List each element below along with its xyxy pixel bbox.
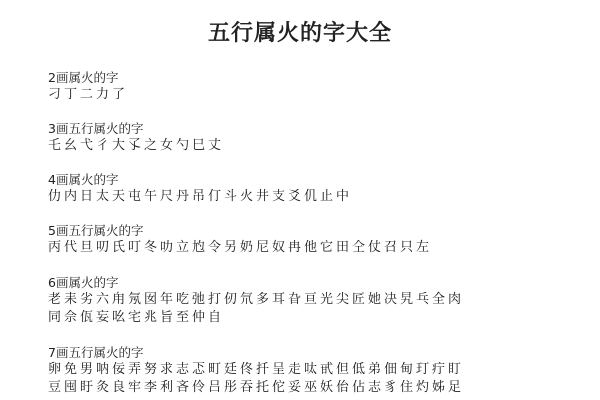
character-line: 豆囤盱灸良牢李利吝伶吕彤吞托佗妥巫妖佁佔志豸住灼姊足 [48,380,465,395]
section-heading: 3画五行属火的字 [48,121,144,136]
character-line: 乇幺弋彳大孓之女勺巳丈 [48,138,225,153]
character-line: 丙代旦叨氏叮冬叻立尥令另奶尼奴冉他它田仝仗召只左 [48,240,433,255]
section-3-strokes [48,121,588,155]
character-line: 刁丁二力了 [48,87,129,102]
section-2-strokes [48,70,588,104]
character-line: 卵免男呐佞弄努求志忑町廷佟扦呈走呔甙但低弟佃甸玎疔盯 [48,362,465,377]
section-heading: 4画属火的字 [48,172,119,187]
section-heading: 6画属火的字 [48,275,119,290]
section-6-strokes [48,275,588,327]
section-heading: 2画属火的字 [48,70,119,85]
character-line: 仂内日太天屯午尺丹吊仃斗火井支爻仉止中 [48,189,353,204]
section-7-strokes [48,345,588,397]
character-line: 老耒劣六甪氖囡年吃弛打仞氘多耳旮亘光尖匠她决旯乓全肉 [48,292,465,307]
section-heading: 5画五行属火的字 [48,223,144,238]
character-line: 同佘佤妄吆宅兆旨至仲自 [48,310,225,325]
section-4-strokes [48,172,588,206]
page-title: 五行属火的字大全 [207,20,392,46]
section-heading: 7画五行属火的字 [48,345,144,360]
section-5-strokes [48,223,588,257]
